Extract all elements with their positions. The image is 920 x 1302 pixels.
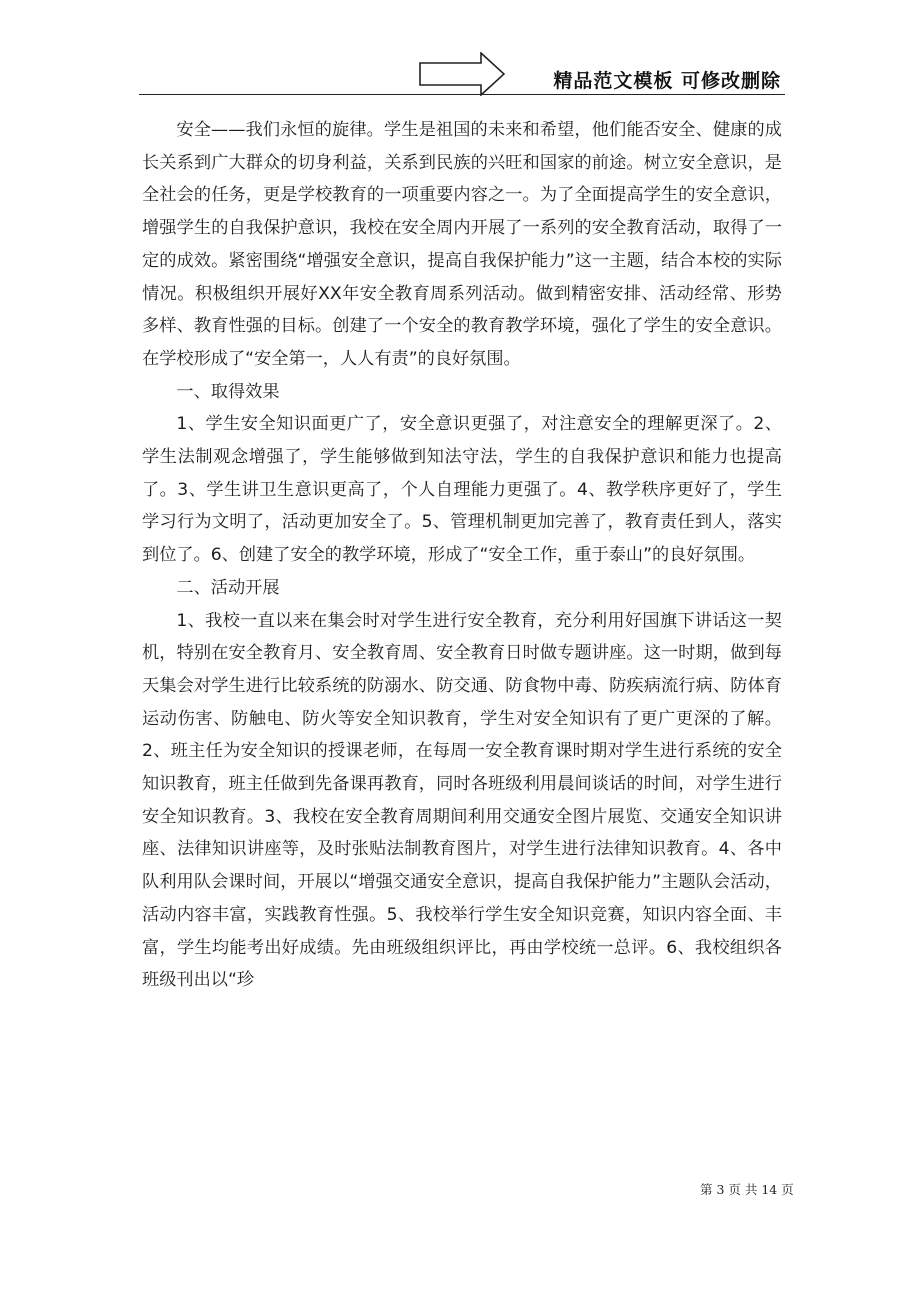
header-divider bbox=[139, 94, 785, 95]
page-number: 第 3 页 共 14 页 bbox=[700, 1182, 794, 1197]
section-heading-results: 一、取得效果 bbox=[176, 381, 280, 402]
section-heading-activities: 二、活动开展 bbox=[176, 577, 280, 598]
document-body bbox=[142, 114, 782, 997]
results-paragraph: 1、学生安全知识面更广了，安全意识更强了，对注意安全的理解更深了。2、学生法制观念增强了，学生能够做到知法守法，学生的自我保护意识和能力也提高了。3、学生讲卫生意识更高了，个人自理能力更强了。4、教学秩序更好了，学生学习行为文明了，活动更加安全了。5、管理机制更加完善了，教育责任到人，落实到位了。6、创建了安全的教学环境，形成了“安全工作，重于泰山”的良好氛围。 bbox=[142, 414, 782, 566]
activities-paragraph: 1、我校一直以来在集会时对学生进行安全教育，充分利用好国旗下讲话这一契机，特别在安全教育月、安全教育周、安全教育日时做专题讲座。这一时期，做到每天集会对学生进行比较系统的防溺水、防交通、防食物中毒、防疾病流行病、防体育运动伤害、防触电、防火等安全知识教育，学生对安全知识有了更广更深的了解。2、班主任为安全知识的授课老师，在每周一安全教育课时期对学生进行系统的安全知识教育，班主任做到先备课再教育，同时各班级利用晨间谈话的时间，对学生进行安全知识教育。3、我校在安全教育周期间利用交通安全图片展览、交通安全知识讲座、法律知识讲座等，及时张贴法制教育图片，对学生进行法律知识教育。4、各中队利用队会课时间，开展以“增强交通安全意识，提高自我保护能力”主题队会活动，活动内容丰富，实践教育性强。5、我校举行学生安全知识竞赛，知识内容全面、丰富，学生均能考出好成绩。先由班级组织评比，再由学校统一总评。6、我校组织各班级刊出以“珍 bbox=[142, 610, 782, 991]
page-header bbox=[139, 48, 785, 98]
header-title: 精品范文模板 可修改删除 bbox=[553, 70, 781, 92]
intro-paragraph: 安全——我们永恒的旋律。学生是祖国的未来和希望，他们能否安全、健康的成长关系到广大群众的切身利益，关系到民族的兴旺和国家的前途。树立安全意识，是全社会的任务，更是学校教育的一项重要内容之一。为了全面提高学生的安全意识，增强学生的自我保护意识，我校在安全周内开展了一系列的安全教育活动，取得了一定的成效。紧密围绕“增强安全意识，提高自我保护能力”这一主题，结合本校的实际情况。积极组织开展好XX年安全教育周系列活动。做到精密安排、活动经常、形势多样、教育性强的目标。创建了一个安全的教育教学环境，强化了学生的安全意识。在学校形成了“安全第一，人人有责”的良好氛围。 bbox=[142, 120, 782, 369]
right-arrow-outline-icon bbox=[419, 52, 505, 96]
